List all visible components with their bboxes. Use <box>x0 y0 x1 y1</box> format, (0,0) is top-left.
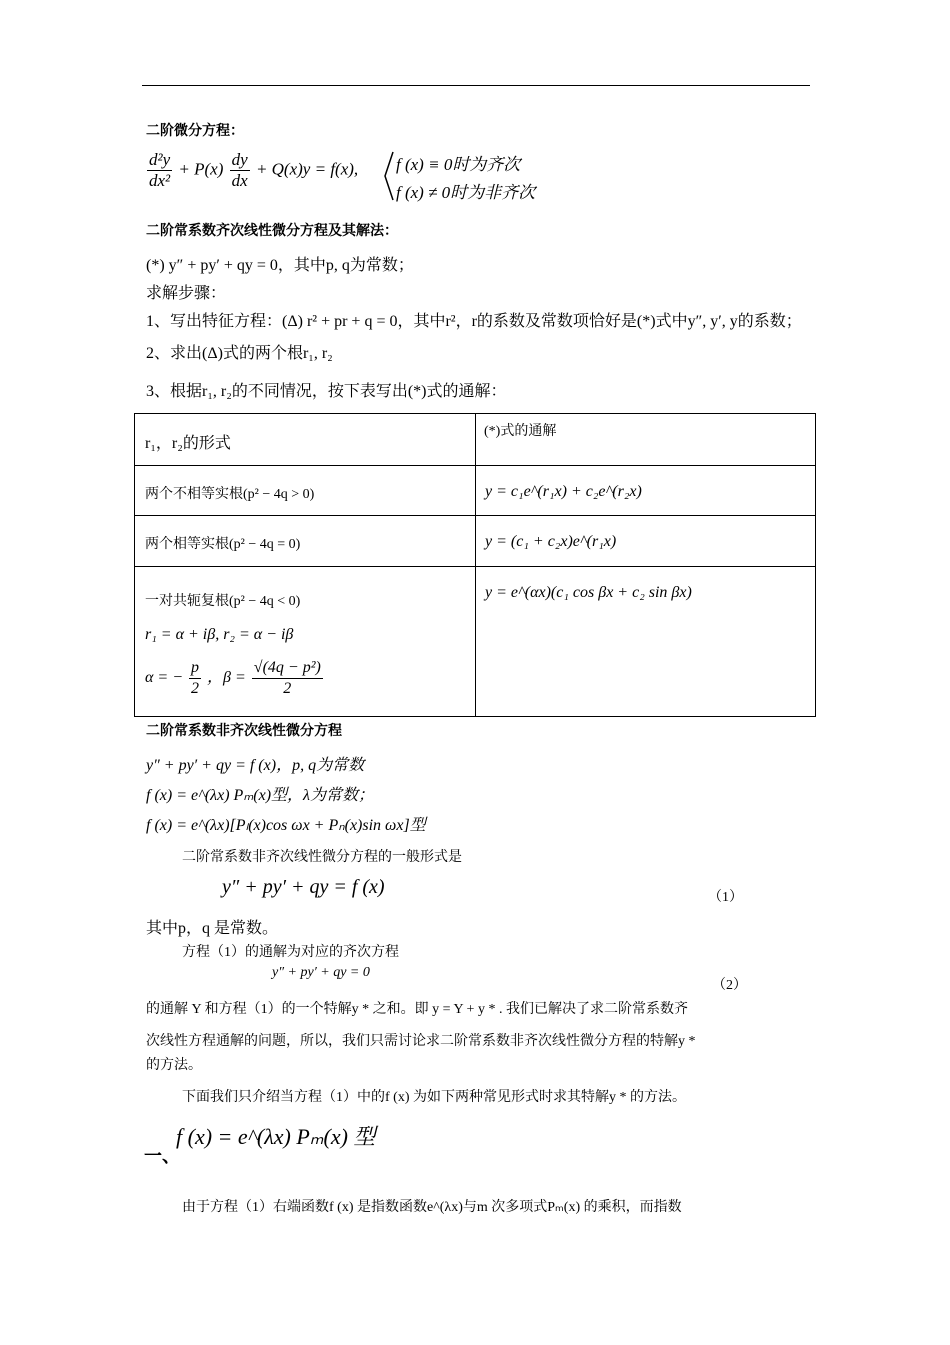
fraction-numerator: d²y <box>149 150 171 169</box>
equation-1-number: （1） <box>708 890 743 905</box>
fraction-dy-dx <box>230 150 250 191</box>
line-star-equation: (*) y″ + py′ + qy = 0，其中p, q为常数； <box>146 257 414 274</box>
fraction-d2y-dx2 <box>147 150 172 191</box>
fraction-denominator: dx² <box>149 171 171 190</box>
heading-homogeneous: 二阶常系数齐次线性微分方程及其解法： <box>146 223 398 239</box>
equation-part-p: + P(x) <box>178 159 224 179</box>
nonhomogeneous-line-2: f (x) = e^(λx) Pₘ(x)型，λ为常数； <box>146 787 374 804</box>
table-cell-complex-solution: y = e^(αx)(c₁ cos βx + c₂ sin βx) <box>485 584 692 601</box>
equation-2: y″ + py′ + qy = 0 <box>272 965 370 980</box>
heading-second-order-ode: 二阶微分方程： <box>146 123 244 139</box>
line-general-solution: 方程（1）的通解为对应的齐次方程 <box>182 945 399 960</box>
general-solution-table <box>134 413 816 717</box>
table-cell-distinct-solution: y = c₁e^(r₁x) + c₂e^(r₂x) <box>485 483 642 500</box>
step-2: 2、求出(Δ)式的两个根r₁, r₂ <box>146 345 333 362</box>
fraction-numerator: dy <box>231 150 248 169</box>
fraction-p-over-2 <box>189 658 201 699</box>
heading-nonhomogeneous: 二阶常系数非齐次线性微分方程 <box>146 723 342 739</box>
table-cell-alpha-beta <box>145 658 325 699</box>
fraction-denominator: 2 <box>283 680 292 697</box>
table-cell-equal-solution: y = (c₁ + c₂x)e^(r₁x) <box>485 533 617 550</box>
main-equation <box>145 150 358 191</box>
fraction-denominator: 2 <box>191 680 199 697</box>
paragraph-general-form: 二阶常系数非齐次线性微分方程的一般形式是 <box>182 850 462 865</box>
table-divider <box>475 414 476 716</box>
fraction-sqrt-over-2 <box>252 658 323 699</box>
case-nonhomogeneous: f (x) ≠ 0时为非齐次 <box>396 183 536 202</box>
fraction-numerator: p <box>189 658 201 679</box>
fraction-numerator: √(4q − p²) <box>252 658 323 679</box>
line-steps: 求解步骤： <box>146 283 227 302</box>
table-cell-complex-roots: r₁ = α + iβ, r₂ = α − iβ <box>145 626 294 643</box>
paragraph-last: 由于方程（1）右端函数f (x) 是指数函数e^(λx)与m 次多项式Pₘ(x) 的乘积，而指数 <box>182 1200 682 1215</box>
table-divider <box>135 515 815 516</box>
alpha-label: α = − <box>145 669 183 687</box>
equation-2-number: （2） <box>712 978 747 993</box>
paragraph-line-d: 下面我们只介绍当方程（1）中的f (x) 为如下两种常见形式时求其特解y * 的方法。 <box>182 1090 686 1105</box>
table-cell-complex: 一对共轭复根(p² − 4q < 0) <box>145 594 301 609</box>
paragraph-line-a: 的通解 Y 和方程（1）的一个特解y * 之和。即 y = Y + y * . 我们已解决了求二阶常系数齐 <box>146 1002 688 1017</box>
nonhomogeneous-line-3: f (x) = e^(λx)[Pₗ(x)cos ωx + Pₙ(x)sin ωx]型 <box>146 817 426 834</box>
beta-label: ，β = <box>207 669 246 687</box>
equation-1: y″ + py′ + qy = f (x) <box>222 876 385 898</box>
table-cell-distinct-real: 两个不相等实根(p² − 4q > 0) <box>145 487 315 502</box>
line-pq-constants: 其中p，q 是常数。 <box>146 920 279 937</box>
paragraph-line-b: 次线性方程通解的问题，所以，我们只需讨论求二阶常系数非齐次线性微分方程的特解y * <box>146 1034 696 1049</box>
section-one-title: f (x) = e^(λx) Pₘ(x) 型 <box>176 1124 376 1149</box>
step-3: 3、根据r₁, r₂的不同情况，按下表写出(*)式的通解： <box>146 383 507 400</box>
nonhomogeneous-line-1: y″ + py′ + qy = f (x)，p, q为常数 <box>146 757 365 774</box>
table-divider <box>135 465 815 466</box>
table-divider <box>135 566 815 567</box>
fraction-denominator: dx <box>231 171 248 190</box>
top-rule <box>142 85 810 86</box>
table-header-solution: (*)式的通解 <box>484 424 557 439</box>
equation-part-rest: + Q(x)y = f(x), <box>255 159 359 179</box>
table-cell-equal-real: 两个相等实根(p² − 4q = 0) <box>145 537 301 552</box>
case-homogeneous: f (x) ≡ 0时为齐次 <box>396 155 521 174</box>
left-brace-icon <box>381 150 395 202</box>
section-one-label: 一、 <box>144 1146 180 1167</box>
step-1: 1、写出特征方程：(Δ) r² + pr + q = 0，其中r²，r的系数及常数项恰好是(*)式中y″, y′, y的系数； <box>146 313 802 330</box>
table-header-roots: r₁，r₂的形式 <box>145 435 231 452</box>
paragraph-line-c: 的方法。 <box>146 1058 202 1073</box>
